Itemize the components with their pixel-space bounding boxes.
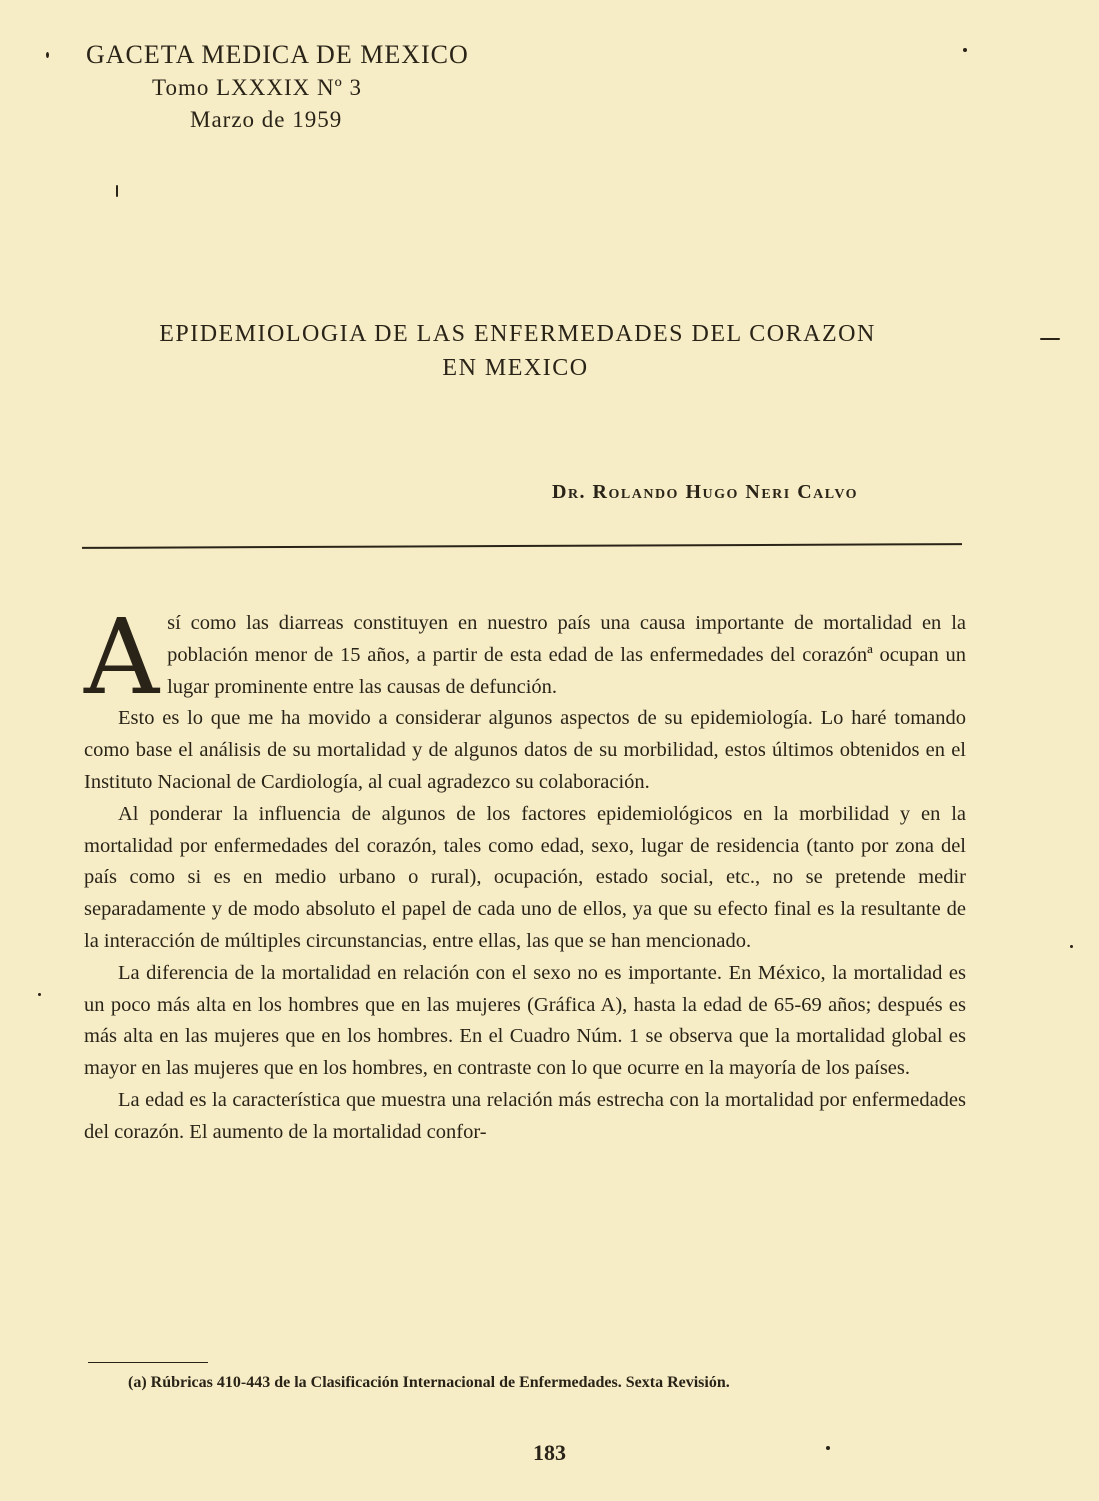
- scan-speck: [116, 185, 118, 197]
- title-divider: [82, 543, 962, 549]
- scan-speck: [38, 993, 41, 996]
- footnote: (a) Rúbricas 410-443 de la Clasificación Internacional de Enfermedades. Sexta Revisión.: [128, 1374, 730, 1391]
- journal-name: GACETA MEDICA DE MEXICO: [86, 40, 469, 69]
- article-title-line-1: EPIDEMIOLOGIA DE LAS ENFERMEDADES DEL CORAZON: [159, 321, 876, 347]
- scan-speck: [46, 52, 49, 58]
- paragraph-5: La edad es la característica que muestra una relación más estrecha con la mortalidad por enfermedades del corazón. El aumento de la mortalidad confor-: [84, 1088, 966, 1143]
- scan-speck: [1040, 338, 1060, 340]
- article-body: [84, 596, 966, 1149]
- article-title-line-2: EN MEXICO: [442, 355, 589, 381]
- article-author: Dr. Rolando Hugo Neri Calvo: [552, 481, 859, 503]
- page-number: 183: [533, 1440, 566, 1465]
- paragraph-2: Esto es lo que me ha movido a considerar algunos aspectos de su epidemiología. Lo haré tomando como base el análisis de su mortalidad y de algunos datos de su morbilidad, estos últimos obtenidos en el Instituto Nacional de Cardiología, al cual agradezco su colaboración.: [84, 707, 966, 793]
- drop-cap: A: [84, 596, 160, 718]
- journal-date: Marzo de 1959: [190, 107, 343, 132]
- scan-speck: [826, 1446, 830, 1450]
- journal-volume: Tomo LXXXIX Nº 3: [152, 75, 362, 100]
- paragraph-1-text: sí como las diarreas constituyen en nuestro país una causa importante de mortalidad en la población menor de 15 años, a partir de esta edad de las enfermedades del corazónª ocupan un lugar prominente entre las causas de defunción.: [167, 612, 966, 698]
- paragraph-4: La diferencia de la mortalidad en relación con el sexo no es importante. En México, la mortalidad es un poco más alta en los hombres que en las mujeres (Gráfica A), hasta la edad de 65-69 años; después es más alta en las mujeres que en los hombres. En el Cuadro Núm. 1 se observa que la mortalidad global es mayor en las mujeres que en los hombres, en contraste con lo que ocurre en la mayoría de los países.: [84, 961, 966, 1080]
- scan-speck: [1070, 945, 1073, 948]
- paragraph-1: [84, 596, 966, 718]
- footnote-divider: [88, 1362, 208, 1363]
- scan-speck: [963, 48, 967, 52]
- paragraph-3: Al ponderar la influencia de algunos de los factores epidemiológicos en la morbilidad y en la mortalidad por enfermedades del corazón, tales como edad, sexo, lugar de residencia (tanto por zona del país como si es en medio urbano o rural), ocupación, estado social, etc., no se pretende medir separadamente y de modo absoluto el papel de cada uno de ellos, ya que su efecto final es la resultante de la interacción de múltiples circunstancias, entre ellas, las que se han mencionado.: [84, 802, 966, 952]
